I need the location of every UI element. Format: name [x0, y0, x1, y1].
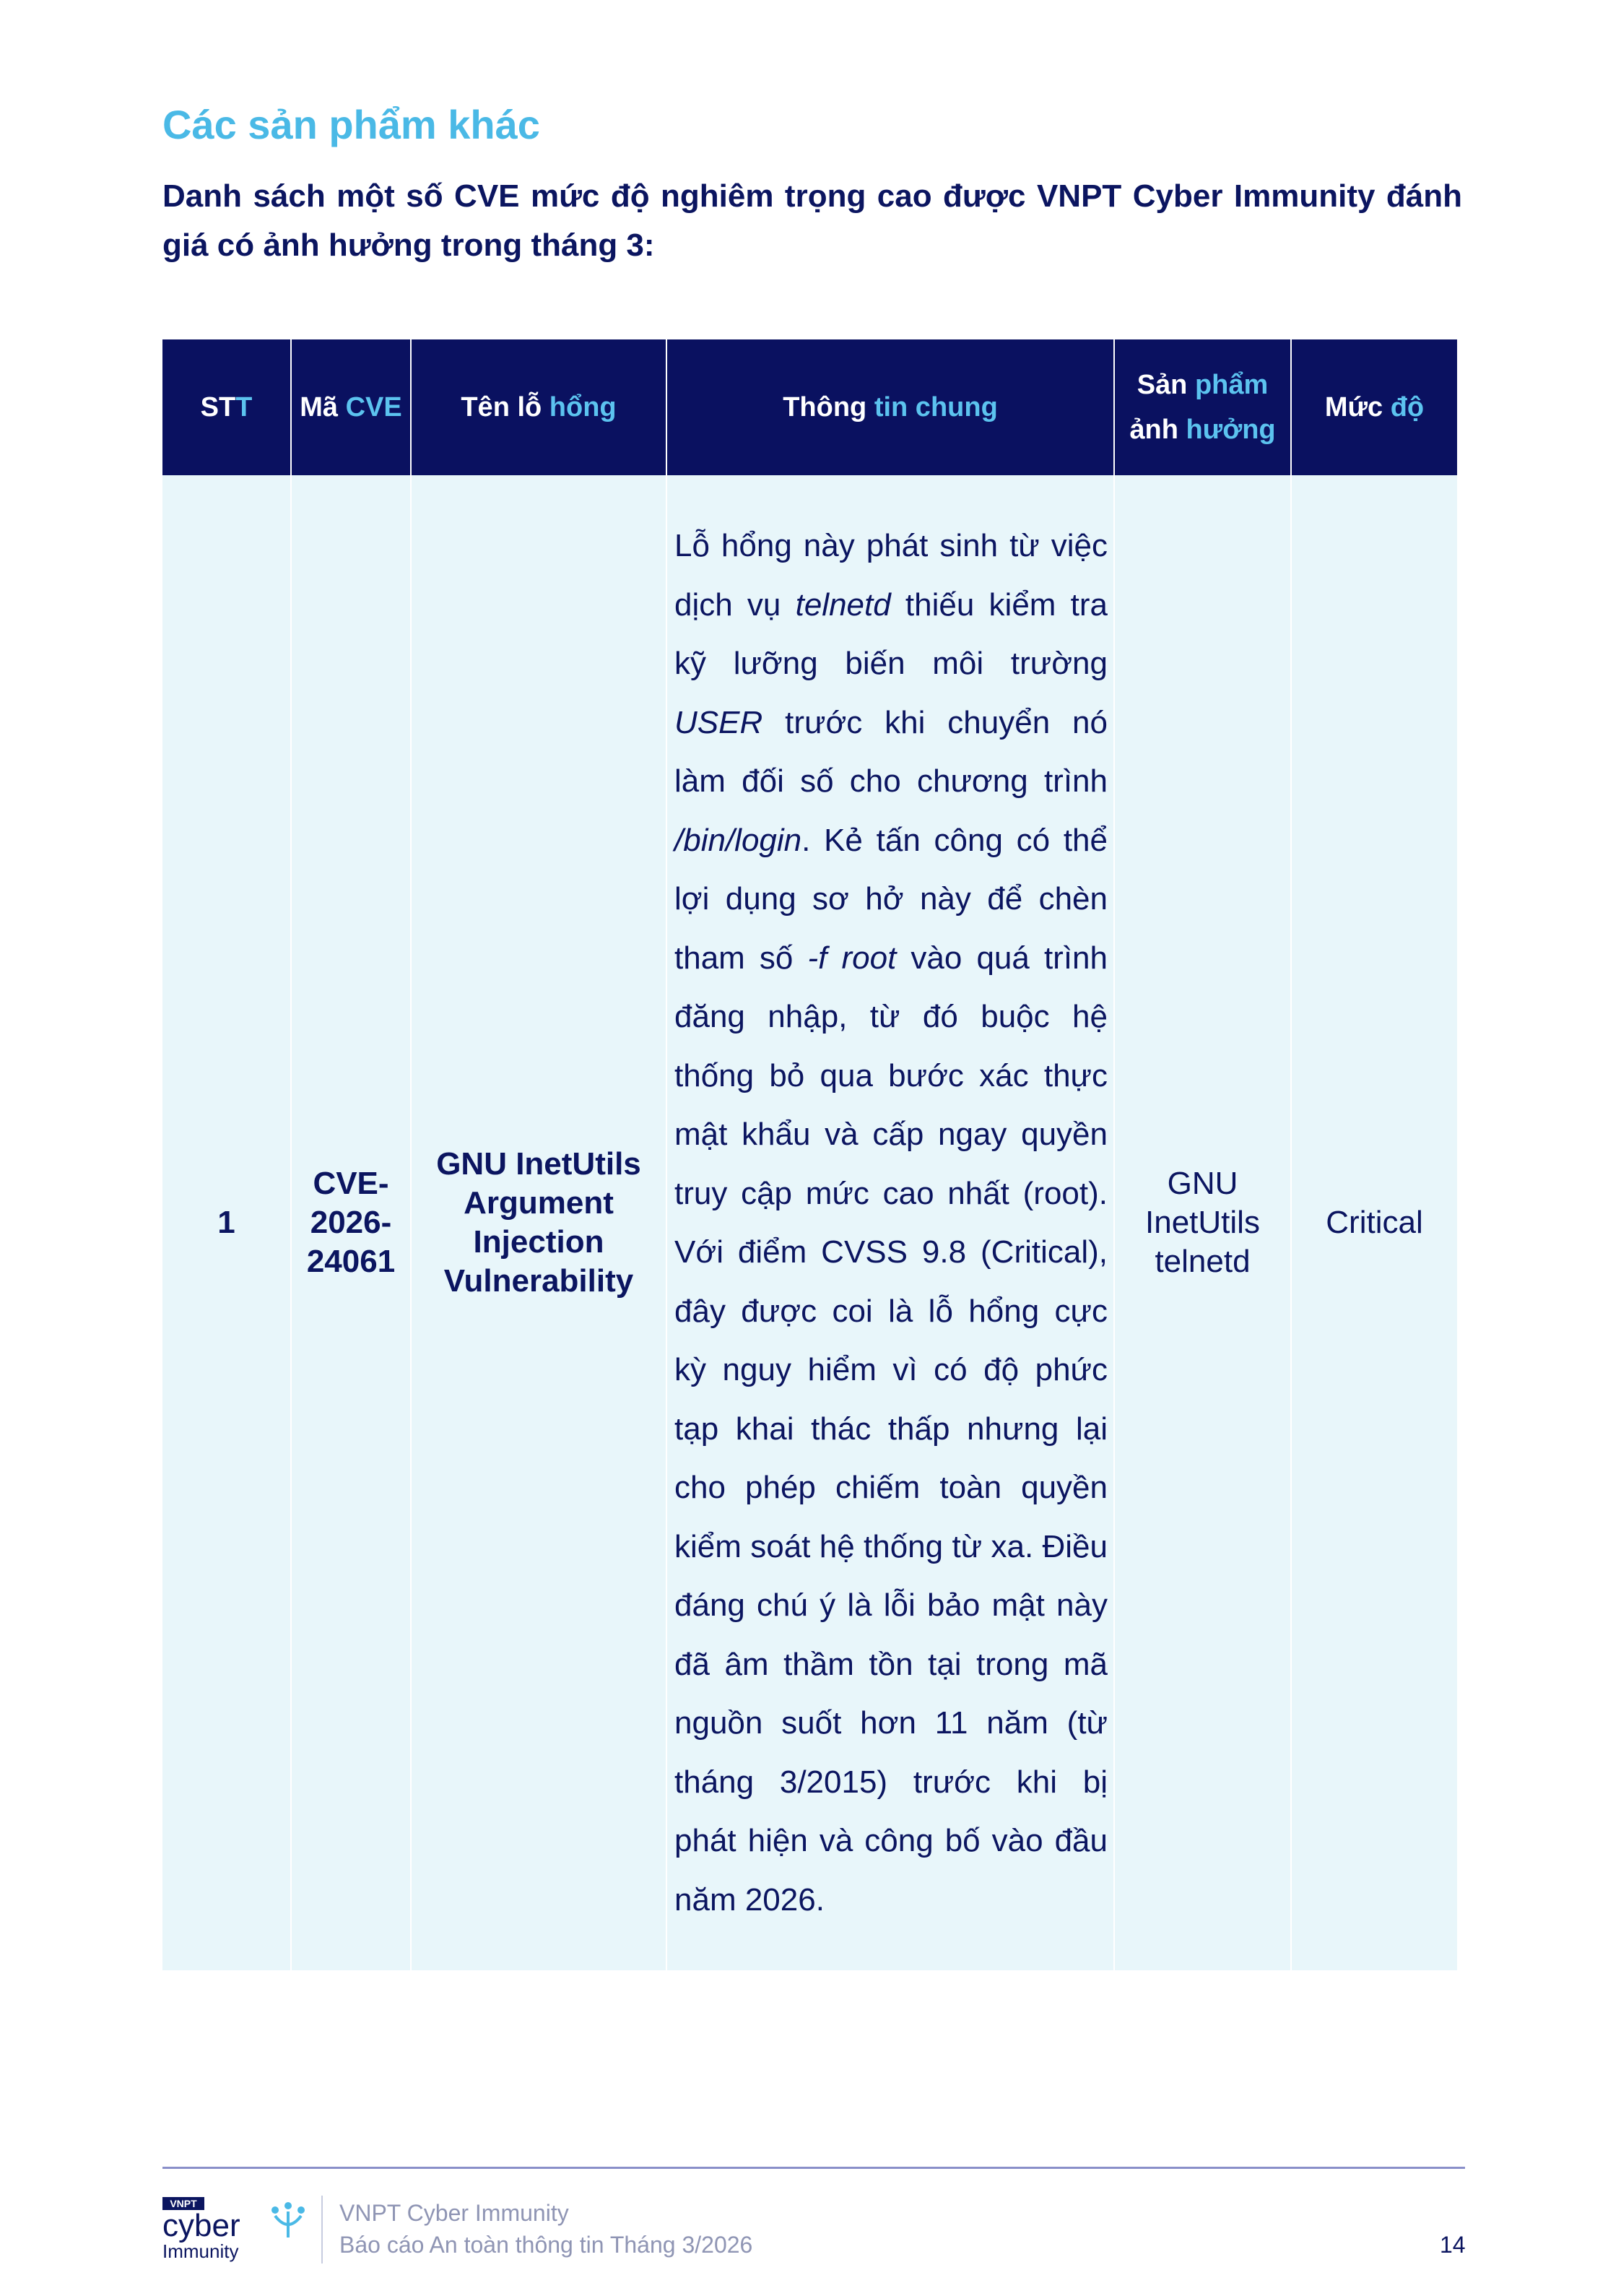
header-stt: STT — [162, 339, 291, 475]
cell-description: Lỗ hổng này phát sinh từ việc dịch vụ telnetd thiếu kiểm tra kỹ lưỡng biến môi trường USER trước khi chuyển nó làm đối số cho chương trình /bin/login. Kẻ tấn công có thể lợi dụng sơ hở này để chèn tham số -f root vào quá trình đăng nhập, từ đó buộc hệ thống bỏ qua bước xác thực mật khẩu và cấp ngay quyền truy cập mức cao nhất (root). Với điểm CVSS 9.8 (Critical), đây được coi là lỗ hổng cực kỳ nguy hiểm vì có độ phức tạp khai thác thấp nhưng lại cho phép chiếm toàn quyền kiểm soát hệ thống từ xa. Điều đáng chú ý là lỗi bảo mật này đã âm thầm tồn tại trong mã nguồn suốt hơn 11 năm (từ tháng 3/2015) trước khi bị phát hiện và công bố vào đầu năm 2026. — [666, 475, 1114, 1970]
cell-product: GNU InetUtils telnetd — [1114, 475, 1291, 1970]
footer-divider — [162, 2167, 1465, 2169]
vnpt-cyber-immunity-logo-icon — [162, 2196, 307, 2262]
footer-report-title: Báo cáo An toàn thông tin Tháng 3/2026 — [339, 2232, 753, 2258]
table-row — [162, 475, 1457, 1970]
section-title: Các sản phẩm khác — [162, 102, 540, 147]
header-severity: Mức độ — [1291, 339, 1457, 475]
page-number: 14 — [1440, 2232, 1466, 2258]
header-info: Thông tin chung — [666, 339, 1114, 475]
cell-stt: 1 — [162, 475, 291, 1970]
table-header-row — [162, 339, 1457, 475]
cve-table — [162, 339, 1457, 1970]
cell-cve-id: CVE-2026-24061 — [291, 475, 411, 1970]
intro-paragraph: Danh sách một số CVE mức độ nghiêm trọng cao được VNPT Cyber Immunity đánh giá có ảnh hưởng trong tháng 3: — [162, 178, 1462, 263]
header-cve: Mã CVE — [291, 339, 411, 475]
cell-vuln-name: GNU InetUtils Argument Injection Vulnerability — [411, 475, 666, 1970]
logo-badge-text: VNPT — [170, 2198, 197, 2209]
logo-cyber-text: cyber — [162, 2208, 240, 2243]
cell-severity: Critical — [1291, 475, 1457, 1970]
header-name: Tên lỗ hổng — [411, 339, 666, 475]
footer-separator — [321, 2196, 323, 2263]
header-product: Sản phẩm ảnh hưởng — [1114, 339, 1291, 475]
footer-organization: VNPT Cyber Immunity — [339, 2200, 569, 2226]
logo-immunity-text: Immunity — [162, 2240, 239, 2262]
